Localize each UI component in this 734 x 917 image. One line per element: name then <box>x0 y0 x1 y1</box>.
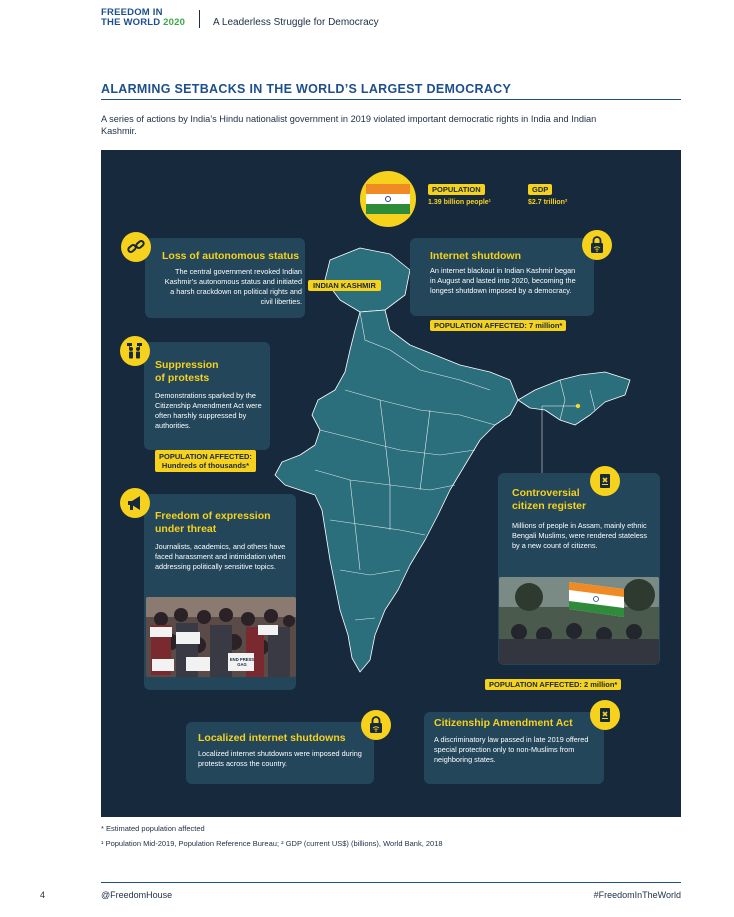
autonomy-body: The central government revoked Indian Kashmir’s autonomous status and initiated a harsh crackdown on political rights and civil liberties. <box>164 267 302 306</box>
internet-title: Internet shutdown <box>430 250 521 262</box>
brand-line-2: THE WORLD 2020 <box>101 17 186 28</box>
gdp-value: $2.7 trillion² <box>528 199 568 206</box>
protesters-icon <box>120 336 150 366</box>
register-body: Millions of people in Assam, mainly ethnic Bengali Muslims, were rendered stateless by a new count of citizens. <box>512 521 648 550</box>
internet-body: An internet blackout in Indian Kashmir began in August and lasted into 2020, becoming the longest shutdown imposed by a democracy. <box>430 266 576 295</box>
brand-line-1: FREEDOM IN <box>101 7 163 18</box>
population-value: 1.39 billion people¹ <box>428 199 492 206</box>
report-subtitle: A Leaderless Struggle for Democracy <box>213 17 379 28</box>
caa-body: A discriminatory law passed in late 2019 offered special protection only to non-Muslims from neighboring states. <box>434 735 589 764</box>
broken-chain-icon <box>121 232 151 262</box>
india-flag-icon <box>360 171 416 227</box>
protests-body: Demonstrations sparked by the Citizenship Amendment Act were often harshly suppressed by authorities. <box>155 391 262 430</box>
caa-title: Citizenship Amendment Act <box>434 717 573 729</box>
register-title: Controversial citizen register <box>512 487 587 512</box>
footnote-estimated: * Estimated population affected <box>101 824 205 833</box>
section-title: ALARMING SETBACKS IN THE WORLD’S LARGEST DEMOCRACY <box>101 82 512 96</box>
kashmir-label: INDIAN KASHMIR <box>308 280 381 291</box>
header-divider <box>199 10 200 28</box>
footer-rule <box>101 882 681 883</box>
press-gag-sign: END PRESS GAG <box>229 657 255 667</box>
gdp-label: GDP <box>528 184 552 195</box>
report-brand <box>101 8 185 28</box>
section-rule <box>101 99 681 100</box>
wifi-lock-icon <box>582 230 612 260</box>
protests-title: Suppression of protests <box>155 359 219 384</box>
protests-affected: POPULATION AFFECTED: Hundreds of thousands* <box>155 450 256 472</box>
page-number: 4 <box>40 890 46 900</box>
northeast-region <box>518 372 630 425</box>
internet-affected: POPULATION AFFECTED: 7 million* <box>430 320 566 331</box>
footnote-sources: ¹ Population Mid-2019, Population Reference Bureau; ² GDP (current US$) (billions), World Bank, 2018 <box>101 839 443 848</box>
autonomy-title: Loss of autonomous status <box>162 250 300 262</box>
document-x-icon <box>590 700 620 730</box>
localized-title: Localized internet shutdowns <box>198 732 346 744</box>
expression-body: Journalists, academics, and others have faced harassment and intimidation when addressing politically sensitive topics. <box>155 542 286 571</box>
localized-body: Localized internet shutdowns were imposed during protests across the country. <box>198 749 362 768</box>
population-label: POPULATION <box>428 184 485 195</box>
mainland-region <box>275 310 518 672</box>
protest-photo <box>146 597 296 677</box>
brand-year: 2020 <box>163 17 186 28</box>
register-affected: POPULATION AFFECTED: 2 million* <box>485 679 621 690</box>
megaphone-icon <box>120 488 150 518</box>
footer-handle: @FreedomHouse <box>101 890 173 900</box>
footer-hashtag: #FreedomInTheWorld <box>593 890 681 900</box>
assam-protest-photo <box>499 577 659 664</box>
expression-title: Freedom of expression under threat <box>155 510 271 535</box>
section-intro: A series of actions by India’s Hindu nationalist government in 2019 violated important democratic rights in India and Indian Kashmir. <box>101 114 597 136</box>
